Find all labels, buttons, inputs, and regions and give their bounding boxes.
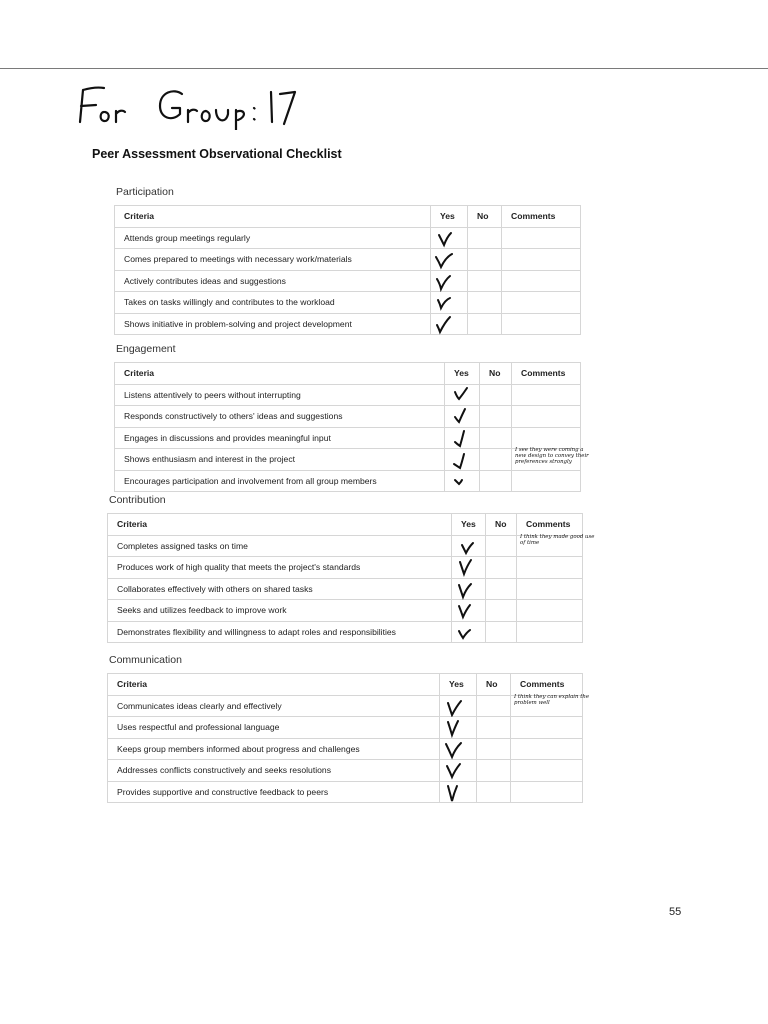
comment-cell bbox=[511, 781, 583, 803]
checkmark-icon bbox=[447, 386, 473, 406]
yes-cell bbox=[431, 292, 468, 314]
no-cell bbox=[477, 760, 511, 782]
comment-cell bbox=[502, 292, 581, 314]
checkmark-icon bbox=[442, 718, 468, 738]
yes-header: Yes bbox=[452, 514, 486, 536]
no-cell bbox=[480, 406, 512, 428]
yes-cell bbox=[452, 578, 486, 600]
criteria-header: Criteria bbox=[108, 514, 452, 536]
criteria-cell: Responds constructively to others' ideas and suggestions bbox=[115, 406, 445, 428]
table-row bbox=[115, 449, 581, 471]
no-cell bbox=[486, 621, 517, 643]
table-row bbox=[108, 738, 583, 760]
table-row bbox=[115, 313, 581, 335]
yes-cell bbox=[440, 695, 477, 717]
table-row bbox=[115, 249, 581, 271]
comment-cell bbox=[512, 447, 589, 471]
no-header: No bbox=[468, 206, 502, 228]
checkmark-icon bbox=[454, 623, 480, 643]
table-row bbox=[115, 470, 581, 492]
criteria-cell: Engages in discussions and provides meaningful input bbox=[115, 427, 445, 449]
comment-cell bbox=[511, 738, 583, 760]
table-row bbox=[108, 557, 583, 579]
no-cell bbox=[468, 227, 502, 249]
criteria-cell: Uses respectful and professional language bbox=[108, 717, 440, 739]
criteria-cell: Provides supportive and constructive feedback to peers bbox=[108, 781, 440, 803]
table-row bbox=[108, 621, 583, 643]
comment-cell bbox=[511, 717, 583, 739]
checkmark-icon bbox=[442, 697, 468, 717]
criteria-cell: Encourages participation and involvement from all group members bbox=[115, 470, 445, 492]
checkmark-icon bbox=[454, 580, 480, 600]
engagement-table bbox=[114, 362, 589, 492]
no-cell bbox=[486, 535, 517, 557]
page-title: Peer Assessment Observational Checklist bbox=[92, 147, 342, 161]
no-cell bbox=[477, 781, 511, 803]
criteria-cell: Addresses conflicts constructively and seeks resolutions bbox=[108, 760, 440, 782]
handwritten-comment: I think they can explain the problem well bbox=[514, 693, 590, 706]
yes-cell bbox=[431, 227, 468, 249]
comment-cell bbox=[502, 270, 581, 292]
yes-cell bbox=[452, 557, 486, 579]
criteria-cell: Communicates ideas clearly and effectively bbox=[108, 695, 440, 717]
comment-cell bbox=[502, 313, 581, 335]
comment-cell bbox=[502, 249, 581, 271]
no-cell bbox=[468, 313, 502, 335]
checkmark-icon bbox=[454, 558, 480, 578]
yes-header: Yes bbox=[440, 674, 477, 696]
yes-cell bbox=[445, 427, 480, 449]
no-cell bbox=[486, 600, 517, 622]
criteria-cell: Shows initiative in problem-solving and project development bbox=[115, 313, 431, 335]
comment-cell bbox=[517, 621, 583, 643]
yes-cell bbox=[440, 760, 477, 782]
criteria-cell: Actively contributes ideas and suggestions bbox=[115, 270, 431, 292]
criteria-cell: Completes assigned tasks on time bbox=[108, 535, 452, 557]
yes-cell bbox=[440, 738, 477, 760]
criteria-cell: Listens attentively to peers without interrupting bbox=[115, 384, 445, 406]
yes-cell bbox=[452, 600, 486, 622]
criteria-header: Criteria bbox=[115, 363, 445, 385]
table-row bbox=[115, 406, 581, 428]
no-header: No bbox=[480, 363, 512, 385]
table-row bbox=[115, 227, 581, 249]
comment-cell bbox=[511, 693, 590, 717]
criteria-cell: Shows enthusiasm and interest in the project bbox=[115, 449, 445, 471]
checkmark-icon bbox=[433, 293, 459, 313]
table-row bbox=[108, 760, 583, 782]
table-row bbox=[115, 427, 581, 449]
no-cell bbox=[477, 695, 511, 717]
no-cell bbox=[486, 557, 517, 579]
section-title: Communication bbox=[109, 654, 182, 666]
table-header-row bbox=[108, 674, 583, 696]
yes-cell bbox=[445, 449, 480, 471]
table-row bbox=[115, 384, 581, 406]
yes-cell bbox=[445, 470, 480, 492]
checkmark-icon bbox=[433, 229, 459, 249]
table-header-row bbox=[115, 206, 581, 228]
criteria-cell: Produces work of high quality that meets the project's standards bbox=[108, 557, 452, 579]
comment-cell bbox=[512, 406, 581, 428]
table-row bbox=[115, 292, 581, 314]
no-cell bbox=[477, 717, 511, 739]
no-cell bbox=[486, 578, 517, 600]
table-row bbox=[108, 781, 583, 803]
comment-cell bbox=[512, 427, 581, 449]
comments-header: Comments bbox=[511, 674, 583, 696]
yes-cell bbox=[440, 717, 477, 739]
no-cell bbox=[480, 470, 512, 492]
checkmark-icon bbox=[433, 315, 459, 335]
no-cell bbox=[480, 384, 512, 406]
no-cell bbox=[468, 270, 502, 292]
criteria-cell: Collaborates effectively with others on shared tasks bbox=[108, 578, 452, 600]
table-header-row bbox=[108, 514, 583, 536]
checkmark-icon bbox=[442, 740, 468, 760]
table-row bbox=[108, 695, 583, 717]
no-header: No bbox=[486, 514, 517, 536]
comment-cell bbox=[512, 384, 581, 406]
comment-cell bbox=[517, 557, 583, 579]
comments-header: Comments bbox=[517, 514, 583, 536]
checkmark-icon bbox=[454, 537, 480, 557]
table-row bbox=[108, 535, 583, 557]
yes-cell bbox=[431, 313, 468, 335]
checkmark-icon bbox=[454, 601, 480, 621]
checkmark-icon bbox=[447, 450, 473, 470]
handwritten-group-label bbox=[74, 78, 314, 130]
section-title: Engagement bbox=[116, 343, 176, 355]
table-row bbox=[108, 578, 583, 600]
no-cell bbox=[480, 449, 512, 471]
communication-table bbox=[107, 673, 590, 803]
comments-header: Comments bbox=[502, 206, 581, 228]
table-row bbox=[115, 270, 581, 292]
criteria-header: Criteria bbox=[115, 206, 431, 228]
checkmark-icon bbox=[442, 783, 468, 803]
contribution-table bbox=[107, 513, 595, 643]
yes-cell bbox=[431, 270, 468, 292]
criteria-cell: Keeps group members informed about progress and challenges bbox=[108, 738, 440, 760]
handwritten-comment: I think they made good use of time bbox=[520, 533, 595, 546]
checkmark-icon bbox=[433, 272, 459, 292]
comments-header: Comments bbox=[512, 363, 581, 385]
no-cell bbox=[468, 292, 502, 314]
criteria-cell: Comes prepared to meetings with necessary work/materials bbox=[115, 249, 431, 271]
comment-cell bbox=[511, 760, 583, 782]
no-cell bbox=[468, 249, 502, 271]
yes-header: Yes bbox=[431, 206, 468, 228]
no-header: No bbox=[477, 674, 511, 696]
checkmark-icon bbox=[447, 407, 473, 427]
yes-cell bbox=[431, 249, 468, 271]
checkmark-icon bbox=[447, 472, 473, 492]
section-title: Participation bbox=[116, 186, 174, 198]
yes-header: Yes bbox=[445, 363, 480, 385]
section-title: Contribution bbox=[109, 494, 166, 506]
comment-cell bbox=[517, 578, 583, 600]
comment-cell bbox=[517, 600, 583, 622]
table-header-row bbox=[115, 363, 581, 385]
no-cell bbox=[477, 738, 511, 760]
handwritten-comment: I see they were coming a new design to convey their preferences strongly bbox=[515, 447, 589, 466]
comment-cell bbox=[512, 470, 581, 492]
checkmark-icon bbox=[442, 761, 468, 781]
comment-cell bbox=[502, 227, 581, 249]
page-number: 55 bbox=[669, 906, 682, 918]
criteria-cell: Attends group meetings regularly bbox=[115, 227, 431, 249]
criteria-cell: Seeks and utilizes feedback to improve work bbox=[108, 600, 452, 622]
page-top-rule bbox=[0, 68, 768, 69]
participation-table bbox=[114, 205, 581, 335]
yes-cell bbox=[452, 535, 486, 557]
yes-cell bbox=[445, 384, 480, 406]
checkmark-icon bbox=[447, 429, 473, 449]
checkmark-icon bbox=[433, 250, 459, 270]
criteria-header: Criteria bbox=[108, 674, 440, 696]
yes-cell bbox=[445, 406, 480, 428]
table-row bbox=[108, 717, 583, 739]
yes-cell bbox=[440, 781, 477, 803]
comment-cell bbox=[517, 533, 595, 557]
yes-cell bbox=[452, 621, 486, 643]
table-row bbox=[108, 600, 583, 622]
no-cell bbox=[480, 427, 512, 449]
criteria-cell: Demonstrates flexibility and willingness to adapt roles and responsibilities bbox=[108, 621, 452, 643]
criteria-cell: Takes on tasks willingly and contributes to the workload bbox=[115, 292, 431, 314]
